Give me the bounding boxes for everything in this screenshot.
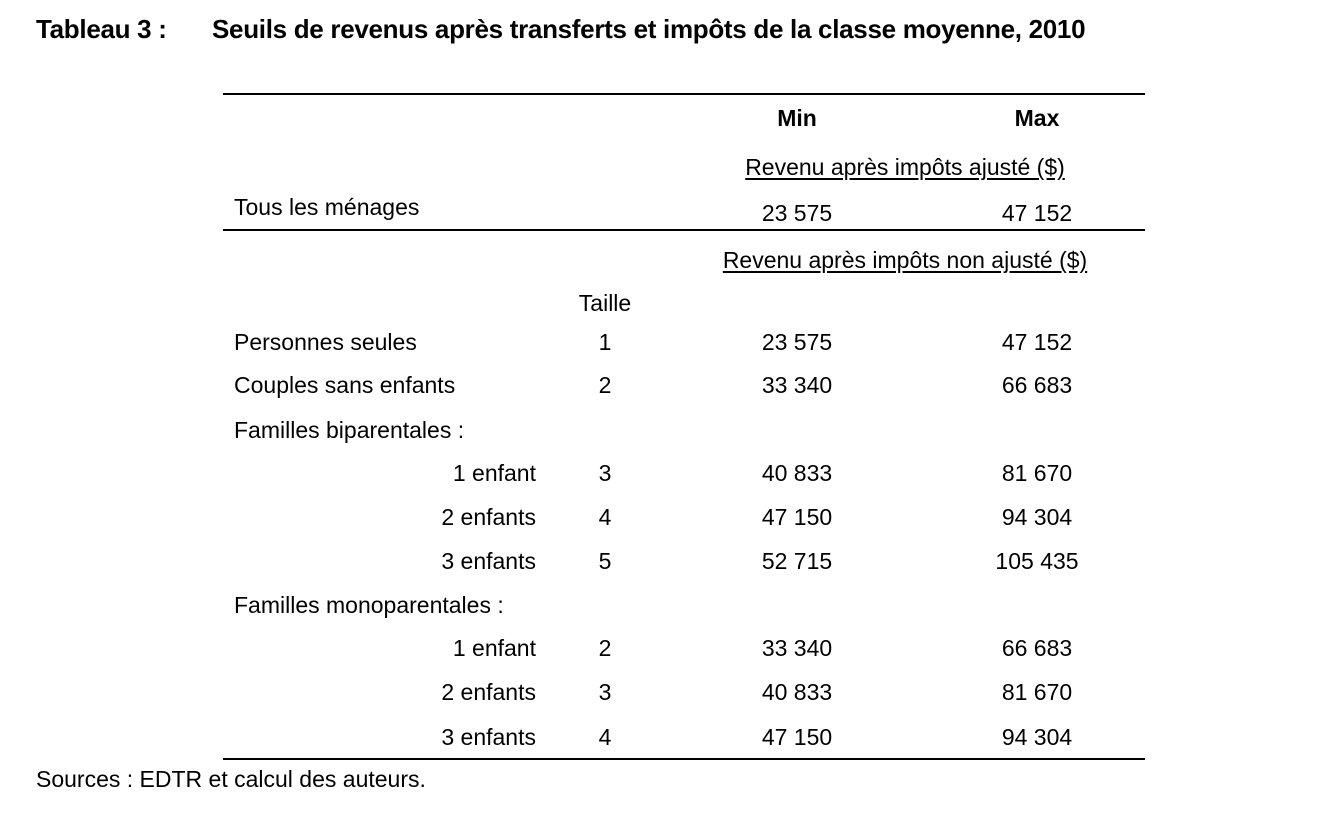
cell-min: 40 833 <box>761 460 833 486</box>
cell-max: 94 304 <box>1001 724 1073 750</box>
column-header-min: Min <box>777 105 817 131</box>
table-number: Tableau 3 : <box>36 14 167 44</box>
section-header-adjusted: Revenu après impôts ajusté ($) <box>745 154 1065 180</box>
section-header-unadjusted: Revenu après impôts non ajusté ($) <box>722 247 1088 273</box>
table-title <box>36 14 1085 45</box>
cell-max: 81 670 <box>1001 460 1073 486</box>
cell-size: 4 <box>598 724 612 750</box>
cell-min: 33 340 <box>761 372 833 398</box>
row-label: 1 enfant <box>452 635 536 661</box>
row-label-all-households: Tous les ménages <box>234 194 420 220</box>
cell-all-households-min: 23 575 <box>761 200 833 226</box>
cell-max: 94 304 <box>1001 504 1073 530</box>
cell-max: 66 683 <box>1001 372 1073 398</box>
cell-min: 52 715 <box>761 548 833 574</box>
cell-min: 33 340 <box>761 635 833 661</box>
table-top-rule <box>223 93 1145 95</box>
row-label: 3 enfants <box>441 548 536 574</box>
cell-max: 81 670 <box>1001 679 1073 705</box>
cell-min: 47 150 <box>761 504 833 530</box>
cell-min: 23 575 <box>761 329 833 355</box>
row-label: 1 enfant <box>452 460 536 486</box>
cell-max: 105 435 <box>995 548 1079 574</box>
row-label: 2 enfants <box>441 679 536 705</box>
cell-size: 2 <box>598 372 612 398</box>
cell-size: 1 <box>598 329 612 355</box>
cell-size: 5 <box>598 548 612 574</box>
row-label: 3 enfants <box>441 724 536 750</box>
cell-size: 3 <box>598 679 612 705</box>
cell-max: 47 152 <box>1001 329 1073 355</box>
cell-size: 2 <box>598 635 612 661</box>
group-label-single-parent: Familles monoparentales : <box>234 592 504 618</box>
cell-all-households-max: 47 152 <box>1001 200 1073 226</box>
table-bottom-rule <box>223 758 1145 760</box>
cell-max: 66 683 <box>1001 635 1073 661</box>
table-middle-rule <box>223 229 1145 231</box>
group-label-two-parent: Familles biparentales : <box>234 417 465 443</box>
source-note: Sources : EDTR et calcul des auteurs. <box>36 766 426 792</box>
cell-min: 40 833 <box>761 679 833 705</box>
table-title-text: Seuils de revenus après transferts et impôts de la classe moyenne, 2010 <box>212 14 1086 44</box>
cell-size: 3 <box>598 460 612 486</box>
row-label: Couples sans enfants <box>234 372 456 398</box>
cell-min: 47 150 <box>761 724 833 750</box>
column-header-size: Taille <box>578 290 632 316</box>
cell-size: 4 <box>598 504 612 530</box>
column-header-max: Max <box>1014 105 1060 131</box>
row-label: Personnes seules <box>234 329 417 355</box>
row-label: 2 enfants <box>441 504 536 530</box>
